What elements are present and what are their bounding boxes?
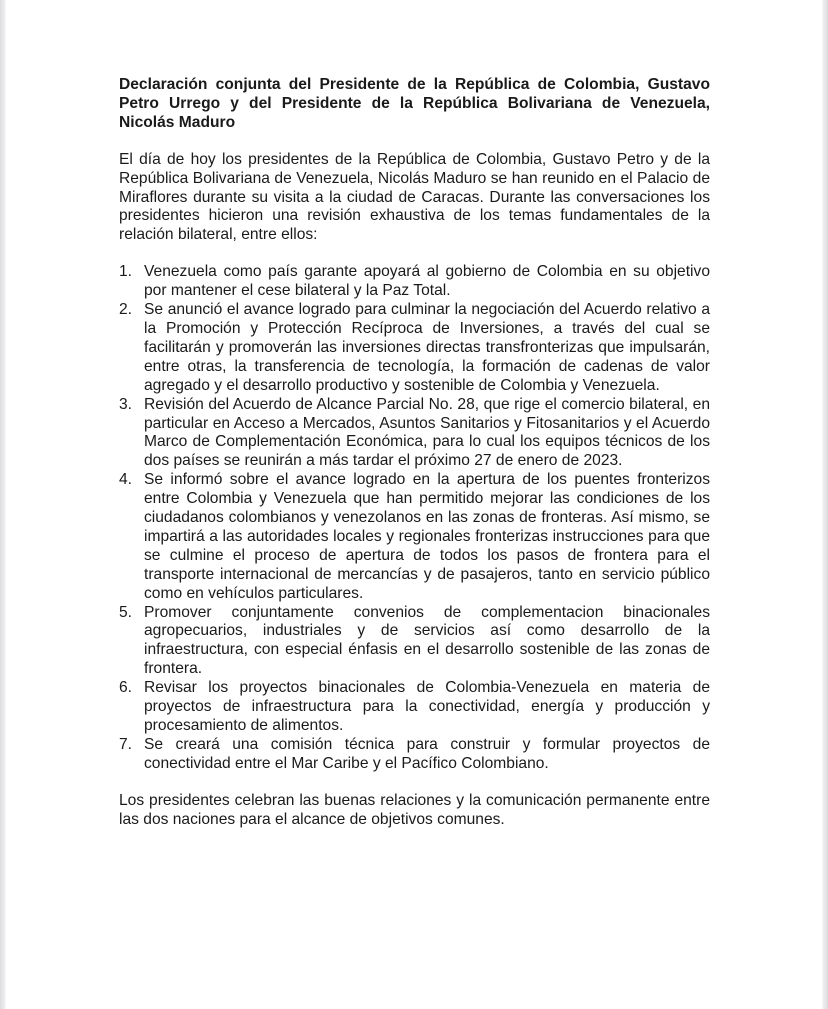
list-item-text: Venezuela como país garante apoyará al gobierno de Colombia en su objetivo por mantener el cese bilateral y la Paz Total. [144, 263, 710, 300]
agreements-list [119, 263, 710, 773]
list-item [119, 301, 710, 396]
list-item-text: Se informó sobre el avance logrado en la apertura de los puentes fronterizos entre Colombia y Venezuela que han permitido mejorar las condiciones de los ciudadanos colombianos y venezolanos en las zonas de fronteras. Así mismo, se impartirá a las autoridades locales y regionales fronterizas instrucciones para que se culmine el proceso de apertura de todos los pasos de frontera para el transporte internacional de mercancías y de pasajeros, tanto en servicio público como en vehículos particulares. [144, 471, 710, 602]
list-item [119, 396, 710, 472]
list-item-text: Revisión del Acuerdo de Alcance Parcial No. 28, que rige el comercio bilateral, en particular en Acceso a Mercados, Asuntos Sanitarios y Fitosanitarios y el Acuerdo Marco de Complementación Económica, para lo cual los equipos técnicos de los dos países se reunirán a más tardar el próximo 27 de enero de 2023. [144, 395, 710, 470]
page-edge-left [0, 0, 6, 1009]
list-item-number: 2. [119, 301, 133, 319]
list-item-text: Se creará una comisión técnica para construir y formular proyectos de conectividad entre el Mar Caribe y el Pacífico Colombiano. [144, 735, 710, 772]
list-item [119, 471, 710, 603]
list-item-number: 6. [119, 679, 133, 697]
list-item-text: Revisar los proyectos binacionales de Colombia-Venezuela en materia de proyectos de infraestructura para la conectividad, energía y producción y procesamiento de alimentos. [144, 679, 710, 734]
closing-paragraph: Los presidentes celebran las buenas relaciones y la comunicación permanente entre las dos naciones para el alcance de objetivos comunes. [119, 791, 710, 828]
list-item [119, 604, 710, 680]
list-item-text: Se anunció el avance logrado para culminar la negociación del Acuerdo relativo a la Promoción y Protección Recíproca de Inversiones, a través del cual se facilitarán y promoverán las inversiones directas transfronterizas que impulsarán, entre otras, la transferencia de tecnología, la formación de cadenas de valor agregado y el desarrollo productivo y sostenible de Colombia y Venezuela. [144, 301, 710, 394]
list-item-number: 3. [119, 395, 133, 413]
list-item [119, 736, 710, 774]
intro-paragraph: El día de hoy los presidentes de la República de Colombia, Gustavo Petro y de la República Bolivariana de Venezuela, Nicolás Maduro se han reunido en el Palacio de Miraflores durante su visita a la ciudad de Caracas. Durante las conversaciones los presidentes hicieron una revisión exhaustiva de los temas fundamentales de la relación bilateral, entre ellos: [119, 150, 710, 244]
list-item-text: Promover conjuntamente convenios de complementacion binacionales agropecuarios, industriales y de servicios así como desarrollo de la infraestructura, con especial énfasis en el desarrollo sostenible de las zonas de frontera. [144, 603, 710, 678]
list-item-number: 5. [119, 603, 133, 621]
list-item [119, 679, 710, 736]
document-title: Declaración conjunta del Presidente de la República de Colombia, Gustavo Petro Urrego y del Presidente de la República Bolivariana de Venezuela, Nicolás Maduro [119, 76, 710, 131]
page-edge-right [822, 0, 828, 1009]
document-page [119, 76, 710, 830]
list-item-number: 1. [119, 263, 133, 281]
list-item [119, 263, 710, 301]
list-item-number: 7. [119, 735, 133, 753]
list-item-number: 4. [119, 471, 133, 489]
